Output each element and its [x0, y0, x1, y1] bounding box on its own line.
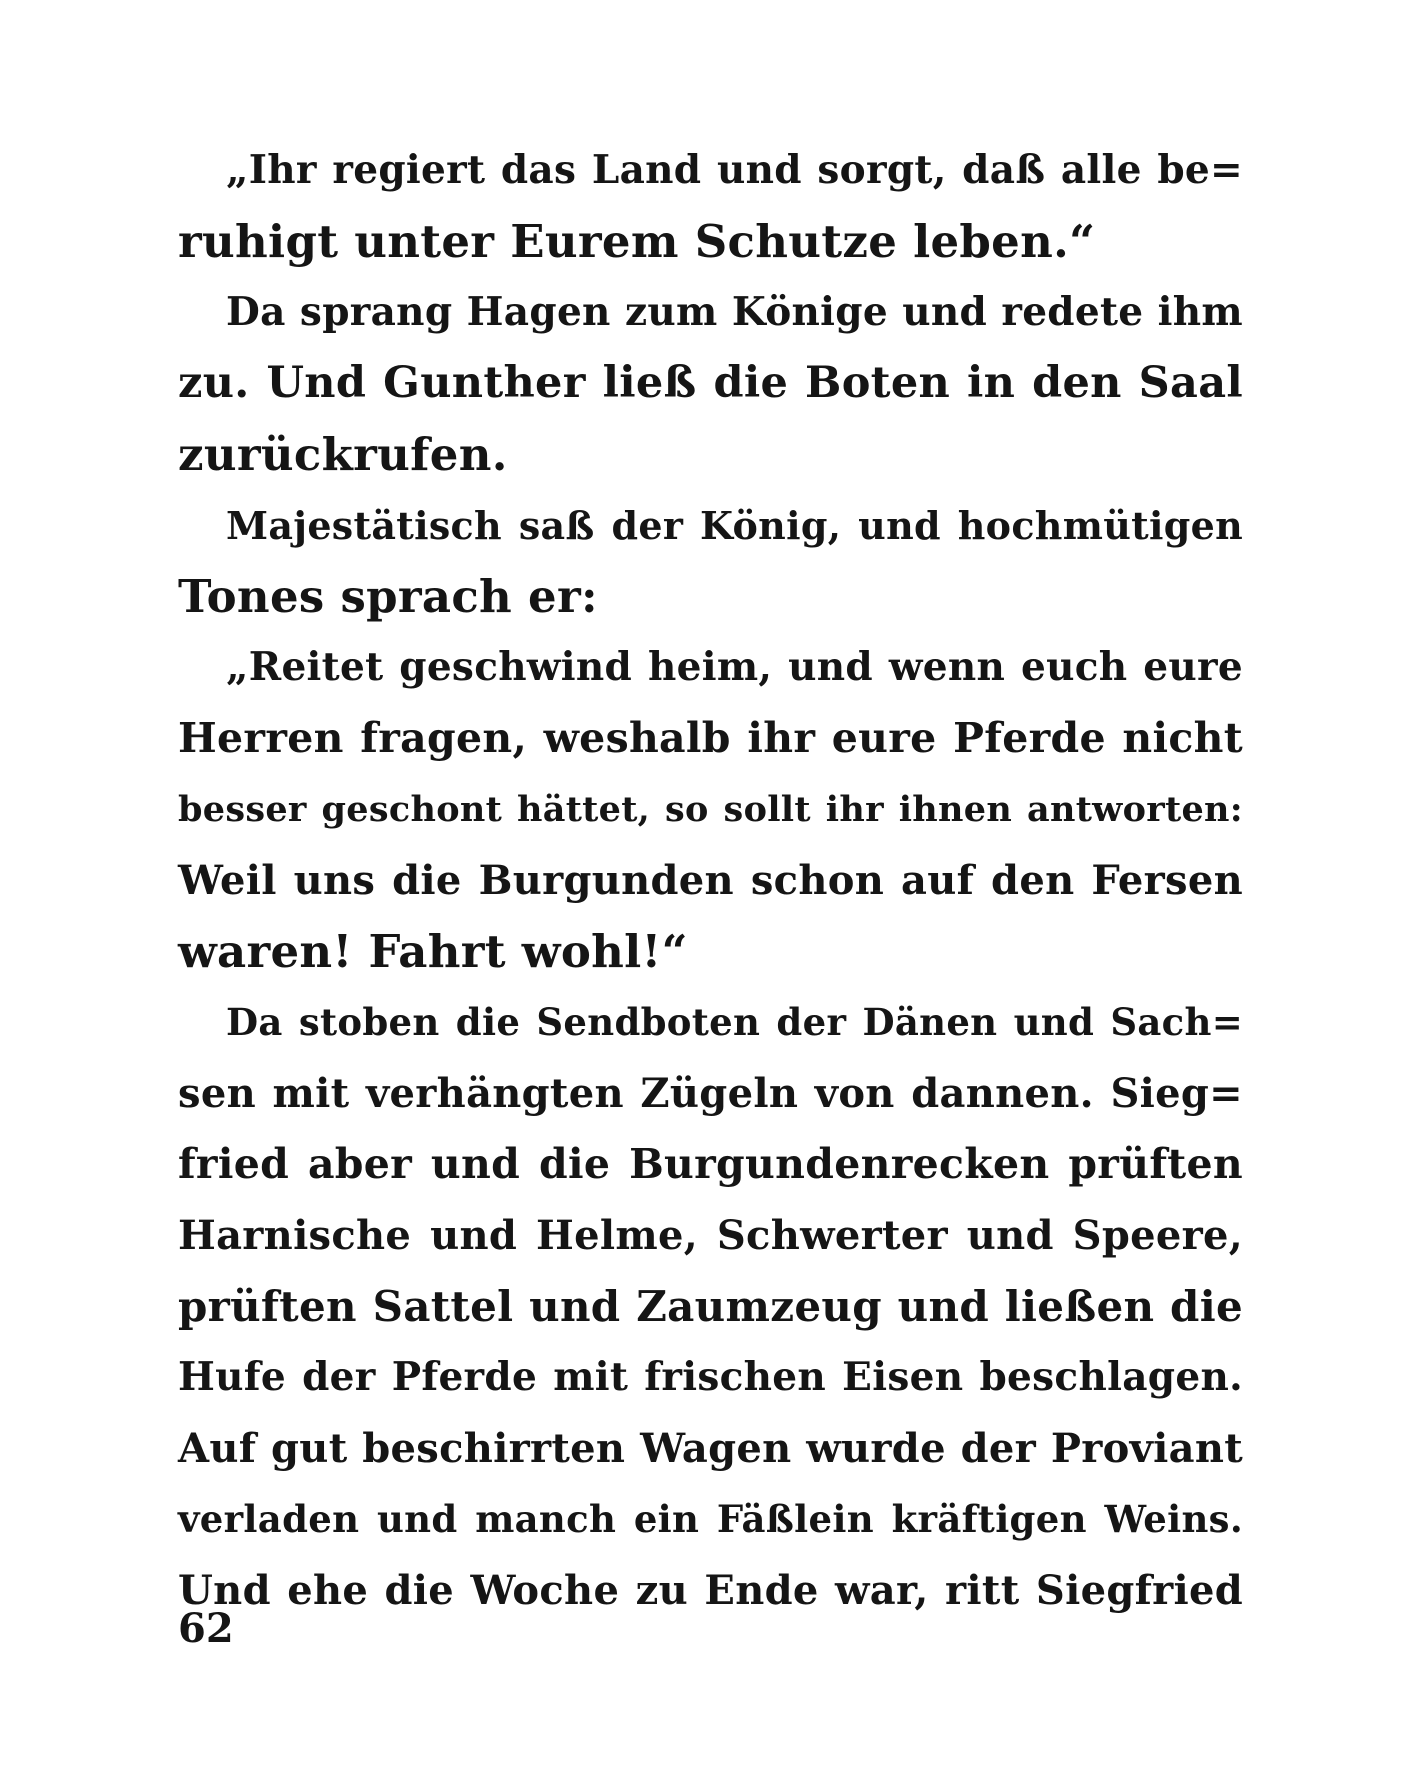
- text-line: Harnische und Helme, Schwerter und Speere,: [178, 1212, 1243, 1259]
- text-line: „Reitet geschwind heim, und wenn euch eure: [226, 644, 1243, 690]
- text-line: zu. Und Gunther ließ die Boten in den Saal: [178, 358, 1243, 408]
- text-line: Und ehe die Woche zu Ende war, ritt Siegfried: [178, 1567, 1243, 1614]
- text-line: Majestätisch saß der König, und hochmütigen: [226, 503, 1243, 548]
- text-line: fried aber und die Burgundenrecken prüften: [178, 1140, 1243, 1188]
- text-line: waren! Fahrt wohl!“: [178, 925, 688, 978]
- body-text: [178, 135, 1243, 1626]
- text-line: verladen und manch ein Fäßlein kräftigen Weins.: [178, 1497, 1243, 1541]
- text-line: sen mit verhängten Zügeln von dannen. Sieg=: [178, 1070, 1243, 1117]
- text-line: Tones sprach er:: [178, 570, 598, 623]
- text-line: Da sprang Hagen zum Könige und redete ihm: [226, 289, 1243, 335]
- text-line: besser geschont hättet, so sollt ihr ihnen antworten:: [178, 789, 1243, 830]
- text-line: ruhigt unter Eurem Schutze leben.“: [178, 215, 1096, 268]
- text-line: Auf gut beschirrten Wagen wurde der Proviant: [178, 1425, 1243, 1472]
- text-line: prüften Sattel und Zaumzeug und ließen die: [178, 1282, 1243, 1331]
- page-number: 62: [178, 1605, 234, 1652]
- text-line: „Ihr regiert das Land und sorgt, daß alle be=: [226, 147, 1243, 193]
- text-line: Herren fragen, weshalb ihr eure Pferde nicht: [178, 714, 1243, 762]
- text-line: Da stoben die Sendboten der Dänen und Sach=: [226, 1000, 1243, 1044]
- text-line: zurückrufen.: [178, 428, 508, 481]
- text-line: Weil uns die Burgunden schon auf den Fersen: [178, 857, 1243, 904]
- text-line: Hufe der Pferde mit frischen Eisen beschlagen.: [178, 1354, 1243, 1400]
